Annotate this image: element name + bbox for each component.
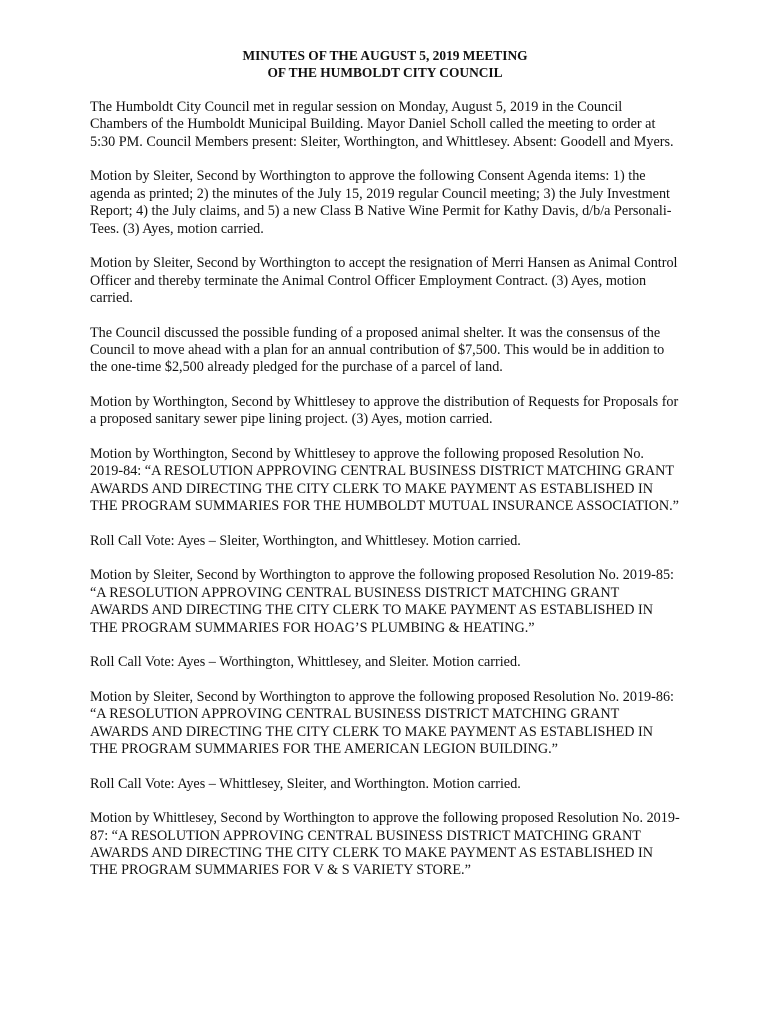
title-line-1: MINUTES OF THE AUGUST 5, 2019 MEETING bbox=[242, 48, 528, 63]
paragraph-resolution-2019-86: Motion by Sleiter, Second by Worthington to approve the following proposed Resolution No. 2019-86: “A RESOLUTION APPROVING CENTRAL BUSINESS DISTRICT MATCHING GRANT AWARDS AND DIRECTING THE CITY CLERK TO MAKE PAYMENT AS ESTABLISHED IN THE PROGRAM SUMMARIES FOR THE AMERICAN LEGION BUILDING.” bbox=[90, 688, 674, 758]
paragraph-call-to-order: The Humboldt City Council met in regular session on Monday, August 5, 2019 in the Council Chambers of the Humboldt Municipal Building. Mayor Daniel Scholl called the meeting to order at 5:30 PM. Council Members present: Sleiter, Worthington, and Whittlesey. Absent: Goodell and Myers. bbox=[90, 99, 674, 150]
paragraph-roll-call-1: Roll Call Vote: Ayes – Sleiter, Worthington, and Whittlesey. Motion carried. bbox=[90, 532, 521, 549]
paragraph-resolution-2019-84: Motion by Worthington, Second by Whittlesey to approve the following proposed Resolution No. 2019-84: “A RESOLUTION APPROVING CENTRAL BUSINESS DISTRICT MATCHING GRANT AWARDS AND DIRECTING THE CITY CLERK TO MAKE PAYMENT AS ESTABLISHED IN THE PROGRAM SUMMARIES FOR THE HUMBOLDT MUTUAL INSURANCE ASSOCIATION.” bbox=[90, 446, 679, 515]
paragraph-resolution-2019-85: Motion by Sleiter, Second by Worthington to approve the following proposed Resolution No. 2019-85: “A RESOLUTION APPROVING CENTRAL BUSINESS DISTRICT MATCHING GRANT AWARDS AND DIRECTING THE CITY CLERK TO MAKE PAYMENT AS ESTABLISHED IN THE PROGRAM SUMMARIES FOR HOAG’S PLUMBING & HEATING.” bbox=[90, 567, 674, 636]
paragraph-roll-call-2: Roll Call Vote: Ayes – Worthington, Whittlesey, and Sleiter. Motion carried. bbox=[90, 654, 521, 671]
document-title bbox=[0, 47, 770, 81]
paragraph-roll-call-3: Roll Call Vote: Ayes – Whittlesey, Sleiter, and Worthington. Motion carried. bbox=[90, 775, 521, 792]
paragraph-resignation: Motion by Sleiter, Second by Worthington to accept the resignation of Merri Hansen as Animal Control Officer and thereby terminate the Animal Control Officer Employment Contract. (3) Ayes, motion carried. bbox=[90, 255, 678, 307]
paragraph-resolution-2019-87: Motion by Whittlesey, Second by Worthington to approve the following proposed Resolution No. 2019-87: “A RESOLUTION APPROVING CENTRAL BUSINESS DISTRICT MATCHING GRANT AWARDS AND DIRECTING THE CITY CLERK TO MAKE PAYMENT AS ESTABLISHED IN THE PROGRAM SUMMARIES FOR V & S VARIETY STORE.” bbox=[90, 810, 680, 879]
title-line-2: OF THE HUMBOLDT CITY COUNCIL bbox=[267, 65, 503, 80]
paragraph-requests-for-proposals: Motion by Worthington, Second by Whittlesey to approve the distribution of Requests for Proposals for a proposed sanitary sewer pipe lining project. (3) Ayes, motion carried. bbox=[90, 394, 679, 428]
paragraph-consent-agenda: Motion by Sleiter, Second by Worthington to approve the following Consent Agenda items: 1) the agenda as printed; 2) the minutes of the July 15, 2019 regular Council meeting; 3) the July Investment Report; 4) the July claims, and 5) a new Class B Native Wine Permit for Kathy Davis, d/b/a Personali-Tees. (3) Ayes, motion carried. bbox=[90, 168, 672, 237]
paragraph-animal-shelter: The Council discussed the possible funding of a proposed animal shelter. It was the consensus of the Council to move ahead with a plan for an annual contribution of $7,500. This would be in addition to the one-time $2,500 already pledged for the purchase of a parcel of land. bbox=[90, 324, 665, 376]
document-body bbox=[90, 99, 680, 897]
